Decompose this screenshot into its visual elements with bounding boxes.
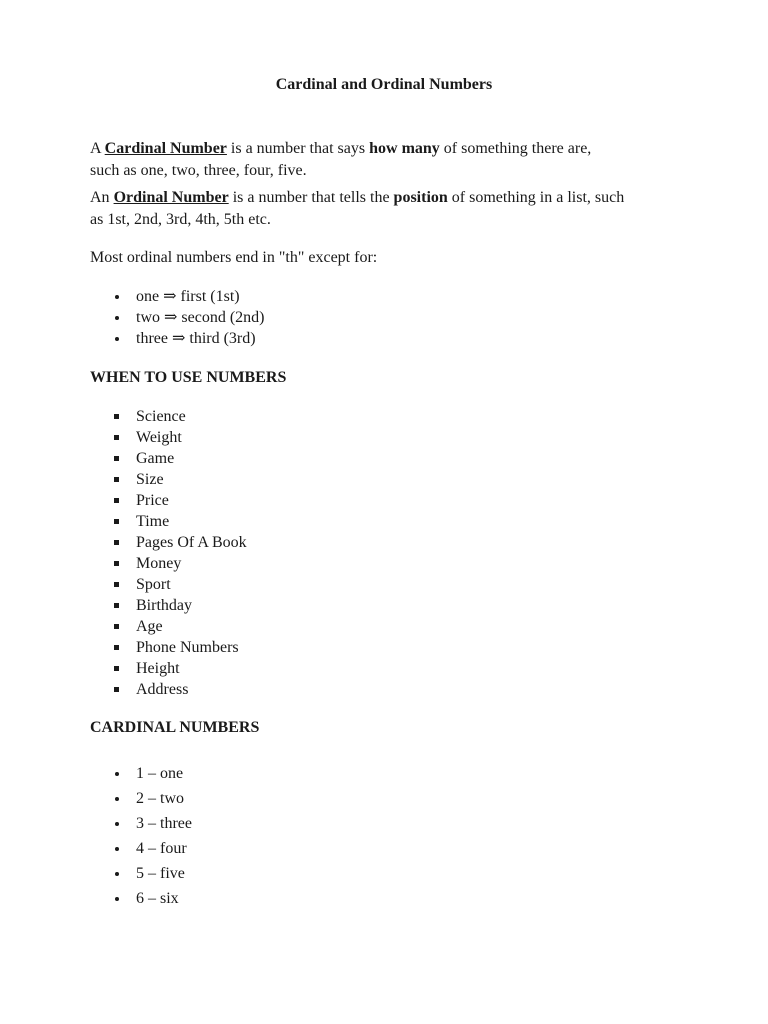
list-item: Game [0,448,247,469]
list-item: 6 – six [0,886,192,911]
ordinal-definition-line-2: as 1st, 2nd, 3rd, 4th, 5th etc. [90,211,271,228]
cardinal-suffix: of something there are, [439,140,592,157]
list-item: Sport [0,574,247,595]
list-item: 2 – two [0,786,192,811]
list-item: 1 – one [0,761,192,786]
list-item: two ⇒ second (2nd) [0,307,265,328]
cardinal-middle: is a number that says [226,140,370,157]
cardinal-definition-paragraph [90,138,690,182]
list-item: Weight [0,427,247,448]
ordinal-definition-line-1 [90,187,690,209]
list-item: one ⇒ first (1st) [0,286,265,307]
cardinal-prefix: A [90,140,105,157]
list-item: Time [0,511,247,532]
when-to-use-list [0,406,247,700]
ordinal-term: Ordinal Number [113,189,229,206]
cardinal-term: Cardinal Number [104,140,227,157]
list-item: Age [0,616,247,637]
exceptions-list [0,286,265,349]
list-item: Pages Of A Book [0,532,247,553]
list-item: three ⇒ third (3rd) [0,328,265,349]
list-item: Height [0,658,247,679]
list-item: 3 – three [0,811,192,836]
document-title: Cardinal and Ordinal Numbers [275,76,493,93]
exception-intro: Most ordinal numbers end in "th" except for: [90,249,378,266]
list-item: 4 – four [0,836,192,861]
ordinal-definition-paragraph [90,187,690,231]
ordinal-prefix: An [90,189,114,206]
ordinal-emphasis: position [393,189,448,206]
list-item: Birthday [0,595,247,616]
cardinal-definition-line-2: such as one, two, three, four, five. [90,162,307,179]
when-to-use-heading: WHEN TO USE NUMBERS [90,369,287,386]
cardinal-numbers-heading: CARDINAL NUMBERS [90,719,260,736]
list-item: Phone Numbers [0,637,247,658]
cardinal-emphasis: how many [369,140,440,157]
list-item: Money [0,553,247,574]
cardinal-numbers-list [0,761,192,911]
list-item: 5 – five [0,861,192,886]
list-item: Size [0,469,247,490]
ordinal-middle: is a number that tells the [228,189,394,206]
list-item: Address [0,679,247,700]
list-item: Science [0,406,247,427]
ordinal-suffix: of something in a list, such [447,189,625,206]
cardinal-definition-line-1 [90,138,690,160]
list-item: Price [0,490,247,511]
